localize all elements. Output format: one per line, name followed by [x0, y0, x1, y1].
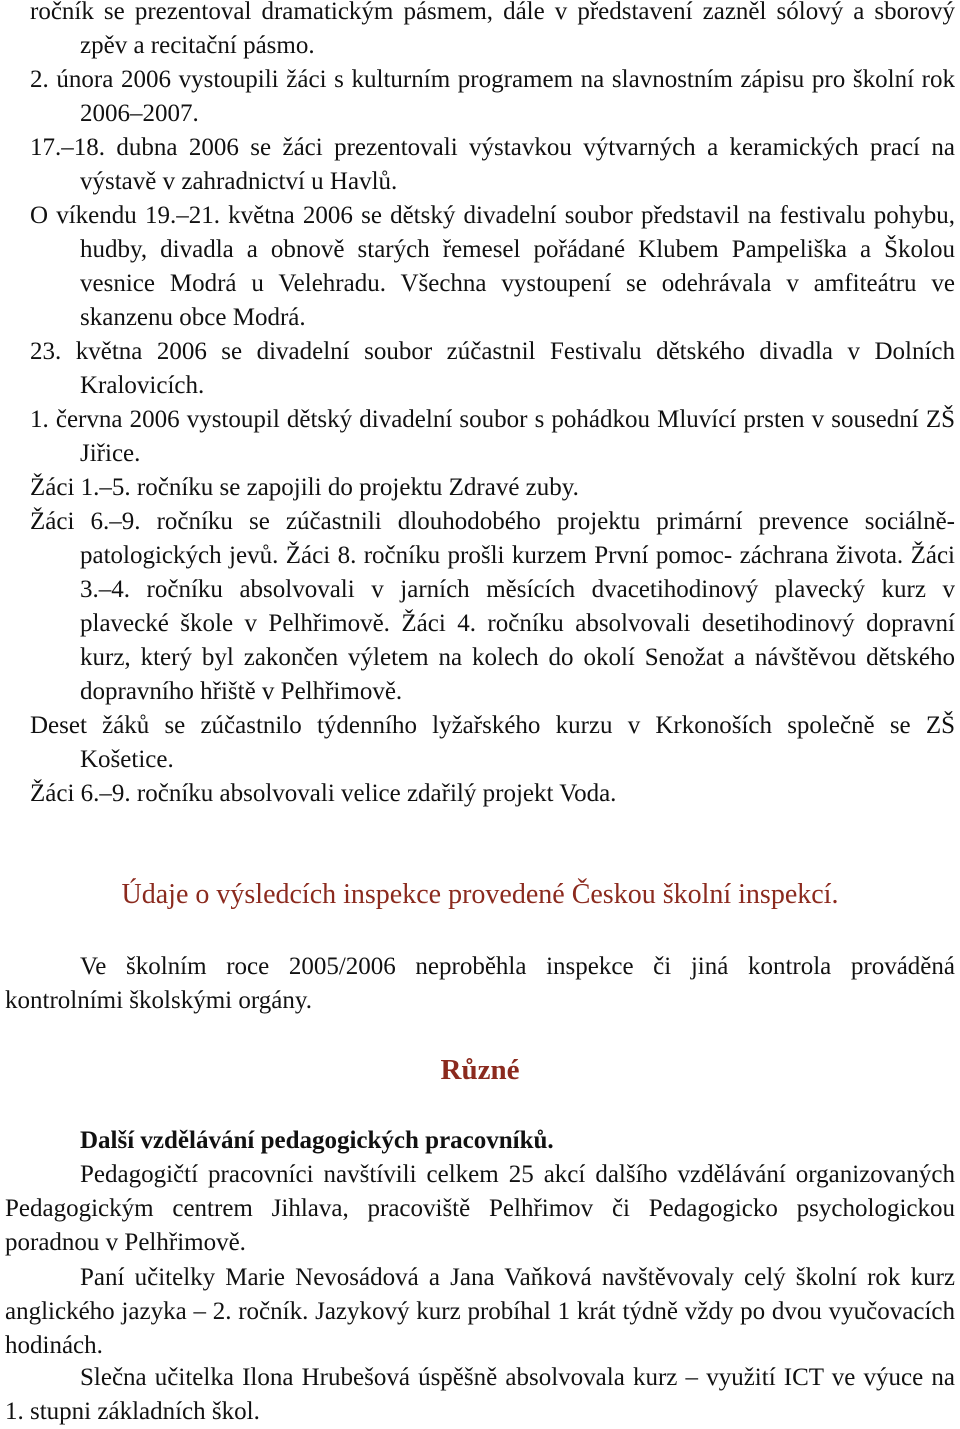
activity-entry: 23. května 2006 se divadelní soubor zúčastnil Festivalu dětského divadla v Dolních Kralovicích. — [30, 338, 955, 399]
activity-entry: Žáci 6.–9. ročníku absolvovali velice zdařilý projekt Voda. — [30, 780, 617, 807]
activity-entry: Žáci 6.–9. ročníku se zúčastnili dlouhodobého projektu primární prevence sociálně-patologických jevů. Žáci 8. ročníku prošli kurzem První pomoc- záchrana života. Žáci 3.–4. ročníku absolvovali v jarních měsících dvacetihodinový plavecký kurz v plavecké škole v Pelhřimově. Žáci 4. ročníku absolvovali desetihodinový dopravní kurz, který byl zakončen výletem na kolech do okolí Senožat a návštěvou dětského dopravního hřiště v Pelhřimově. — [30, 508, 955, 705]
activities-list — [30, 0, 955, 811]
inspection-heading: Údaje o výsledcích inspekce provedené Českou školní inspekcí. — [121, 879, 839, 910]
education-paragraph: Pedagogičtí pracovníci navštívili celkem 25 akcí dalšího vzdělávání organizovaných Pedagogickým centrem Jihlava, pracoviště Pelhřimov či Pedagogicko psychologickou poradnou v Pelhřimově. — [5, 1161, 955, 1256]
activity-entry: ročník se prezentoval dramatickým pásmem, dále v představení zazněl sólový a sborový zpěv a recitační pásmo. — [30, 0, 955, 59]
education-paragraph: Paní učitelky Marie Nevosádová a Jana Vaňková navštěvovaly celý školní rok kurz anglického jazyka – 2. ročník. Jazykový kurz probíhal 1 krát týdně vždy po dvou vyučovacích hodinách. — [5, 1264, 955, 1359]
activity-entry: 2. února 2006 vystoupili žáci s kulturním programem na slavnostním zápisu pro školní rok 2006–2007. — [30, 66, 955, 127]
inspection-text: Ve školním roce 2005/2006 neproběhla inspekce či jiná kontrola prováděná kontrolními školskými orgány. — [5, 953, 955, 1014]
activity-entry: Žáci 1.–5. ročníku se zapojili do projektu Zdravé zuby. — [30, 474, 579, 501]
activity-entry: O víkendu 19.–21. května 2006 se dětský divadelní soubor představil na festivalu pohybu, hudby, divadla a obnově starých řemesel pořádané Klubem Pampeliška a Školou vesnice Modrá u Velehradu. Všechna vystoupení se odehrávala v amfiteátru ve skanzenu obce Modrá. — [30, 202, 955, 331]
activity-entry: Deset žáků se zúčastnilo týdenního lyžařského kurzu v Krkonoších společně se ZŠ Košetice. — [30, 712, 955, 773]
activity-entry: 1. června 2006 vystoupil dětský divadelní soubor s pohádkou Mluvící prsten v sousední ZŠ Jiřice. — [30, 406, 955, 467]
misc-heading: Různé — [440, 1054, 520, 1086]
education-subheading: Další vzdělávání pedagogických pracovníků. — [80, 1127, 554, 1154]
activity-entry: 17.–18. dubna 2006 se žáci prezentovali výstavkou výtvarných a keramických prací na výstavě v zahradnictví u Havlů. — [30, 134, 955, 195]
education-paragraph: Slečna učitelka Ilona Hrubešová úspěšně absolvovala kurz – využití ICT ve výuce na 1. stupni základních škol. — [5, 1364, 955, 1425]
